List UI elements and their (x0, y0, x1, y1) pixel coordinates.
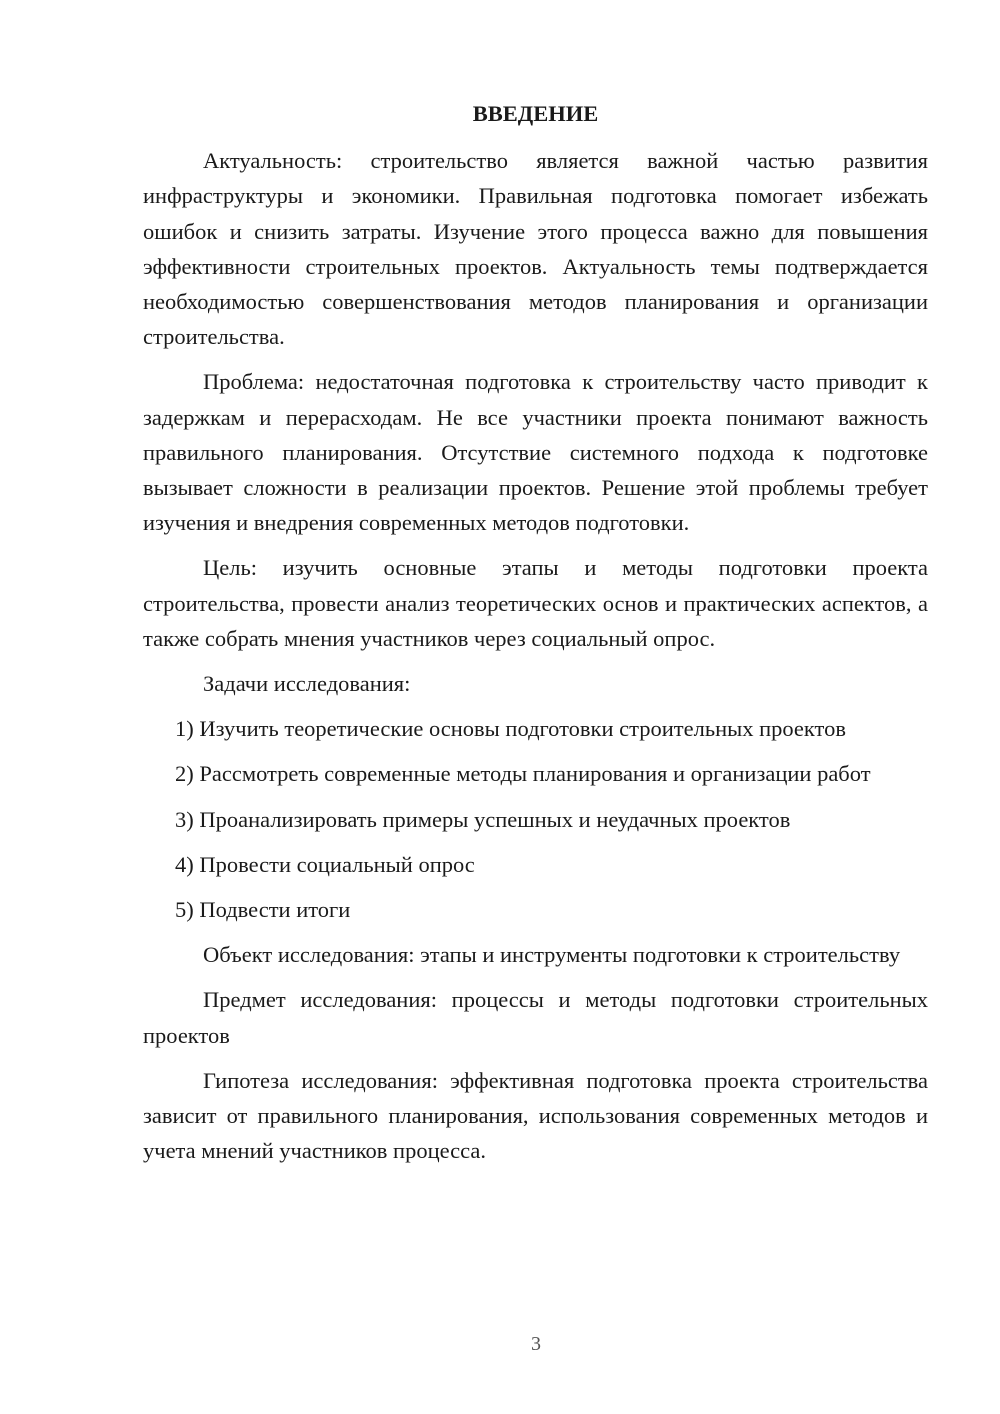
task-item-1: 1) Изучить теоретические основы подготовки строительных проектов (175, 716, 846, 742)
subject-paragraph: Предмет исследования: процессы и методы подготовки строительных проектов (143, 987, 928, 1048)
section-heading: ВВЕДЕНИЕ (472, 101, 599, 126)
tasks-heading: Задачи исследования: (203, 671, 411, 697)
page-content (143, 96, 928, 1178)
task-item-4: 4) Провести социальный опрос (175, 851, 475, 877)
problem-paragraph: Проблема: недостаточная подготовка к строительству часто приводит к задержкам и перерасходам. Не все участники проекта понимают важность правильного планирования. Отсутствие системного подхода к подготовке вызывает сложности в реализации проектов. Решение этой проблемы требует изучения и внедрения современных методов подготовки. (143, 369, 928, 536)
relevance-paragraph: Актуальность: строительство является важной частью развития инфраструктуры и экономики. Правильная подготовка помогает избежать ошибок и снизить затраты. Изучение этого процесса важно для повышения эффективности строительных проектов. Актуальность темы подтверждается необходимостью совершенствования методов планирования и организации строительства. (143, 148, 928, 350)
page-number: 3 (531, 1333, 541, 1355)
goal-paragraph: Цель: изучить основные этапы и методы подготовки проекта строительства, провести анализ теоретических основ и практических аспектов, а также собрать мнения участников через социальный опрос. (143, 555, 928, 651)
task-item-5: 5) Подвести итоги (175, 897, 351, 923)
task-item-2: 2) Рассмотреть современные методы планирования и организации работ (175, 761, 871, 787)
hypothesis-paragraph: Гипотеза исследования: эффективная подготовка проекта строительства зависит от правильного планирования, использования современных методов и учета мнений участников процесса. (143, 1067, 928, 1164)
task-item-3: 3) Проанализировать примеры успешных и неудачных проектов (175, 806, 791, 832)
object-paragraph: Объект исследования: этапы и инструменты подготовки к строительству (203, 942, 901, 968)
